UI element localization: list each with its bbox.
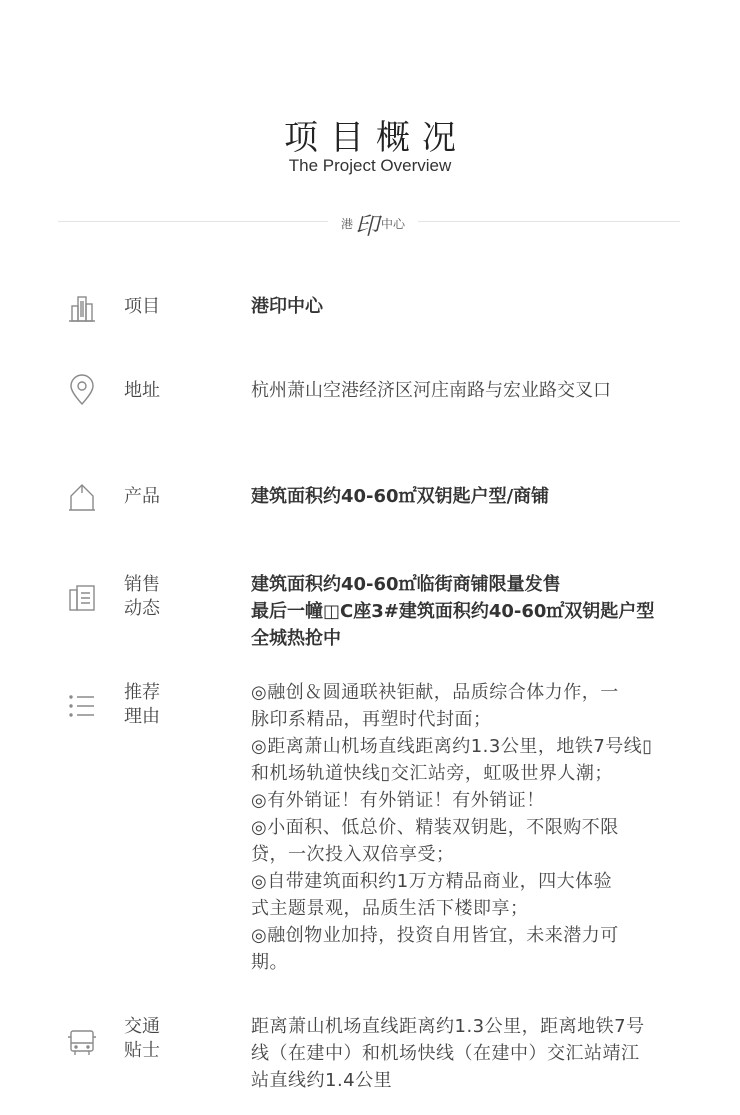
location-pin-icon	[66, 374, 98, 406]
sales-line: 建筑面积约40-60㎡临街商铺限量发售	[251, 574, 561, 595]
reason-line: 期。	[251, 952, 288, 973]
reason-line: 和机场轨道快线▯交汇站旁，虹吸世界人潮；	[251, 763, 613, 784]
reasons-label-line2: 理由	[124, 706, 160, 727]
reason-line: ◎自带建筑面积约1万方精品商业，四大体验	[251, 871, 613, 892]
sales-label-line2: 动态	[124, 598, 160, 619]
sales-line: 全城热抢中	[251, 628, 341, 649]
sales-value	[251, 571, 691, 652]
list-icon	[66, 690, 98, 722]
reason-line: ◎融创物业加持，投资自用皆宜，未来潜力可	[251, 925, 619, 946]
reasons-label-line1: 推荐	[124, 682, 160, 703]
bus-icon	[66, 1026, 98, 1058]
brand-text-main: 印	[355, 211, 379, 240]
page-subtitle: The Project Overview	[288, 156, 452, 175]
brand-logo	[330, 206, 416, 240]
divider-left	[58, 221, 328, 222]
project-label: 项目	[124, 296, 160, 317]
traffic-value	[251, 1013, 681, 1094]
traffic-label-line2: 贴士	[124, 1040, 160, 1061]
divider-right	[418, 221, 680, 222]
sales-line: 最后一幢◫C座3#建筑面积约40-60㎡双钥匙户型	[251, 601, 655, 622]
product-label: 产品	[124, 486, 160, 507]
traffic-line: 站直线约1.4公里	[251, 1070, 393, 1091]
product-value: 建筑面积约40-60㎡双钥匙户型/商铺	[251, 486, 550, 507]
reason-line: ◎融创＆圆通联袂钜献，品质综合体力作，一	[251, 682, 619, 703]
project-value: 港印中心	[251, 296, 323, 317]
reason-line: ◎距离萧山机场直线距离约1.3公里，地铁7号线▯	[251, 736, 653, 757]
reason-line: ◎小面积、低总价、精装双钥匙，不限购不限	[251, 817, 619, 838]
address-value: 杭州萧山空港经济区河庄南路与宏业路交叉口	[251, 380, 611, 401]
brand-text-right: 中心	[381, 216, 406, 231]
reason-line: 脉印系精品，再塑时代封面；	[251, 709, 492, 730]
building-icon	[66, 292, 98, 324]
reason-line: 式主题景观，品质生活下楼即享；	[251, 898, 529, 919]
traffic-label-line1: 交通	[124, 1016, 160, 1037]
traffic-line: 距离萧山机场直线距离约1.3公里，距离地铁7号	[251, 1016, 645, 1037]
reasons-value	[251, 679, 681, 976]
brand-text-left: 港	[340, 216, 353, 231]
reason-line: ◎有外销证！有外销证！有外销证！	[251, 790, 545, 811]
sales-label-line1: 销售	[124, 574, 160, 595]
traffic-line: 线（在建中）和机场快线（在建中）交汇站靖江	[251, 1043, 640, 1064]
document-icon	[66, 582, 98, 614]
reason-line: 贷，一次投入双倍享受；	[251, 844, 455, 865]
page-title: 项目概况	[284, 118, 468, 158]
address-label: 地址	[124, 380, 160, 401]
house-icon	[66, 481, 98, 513]
